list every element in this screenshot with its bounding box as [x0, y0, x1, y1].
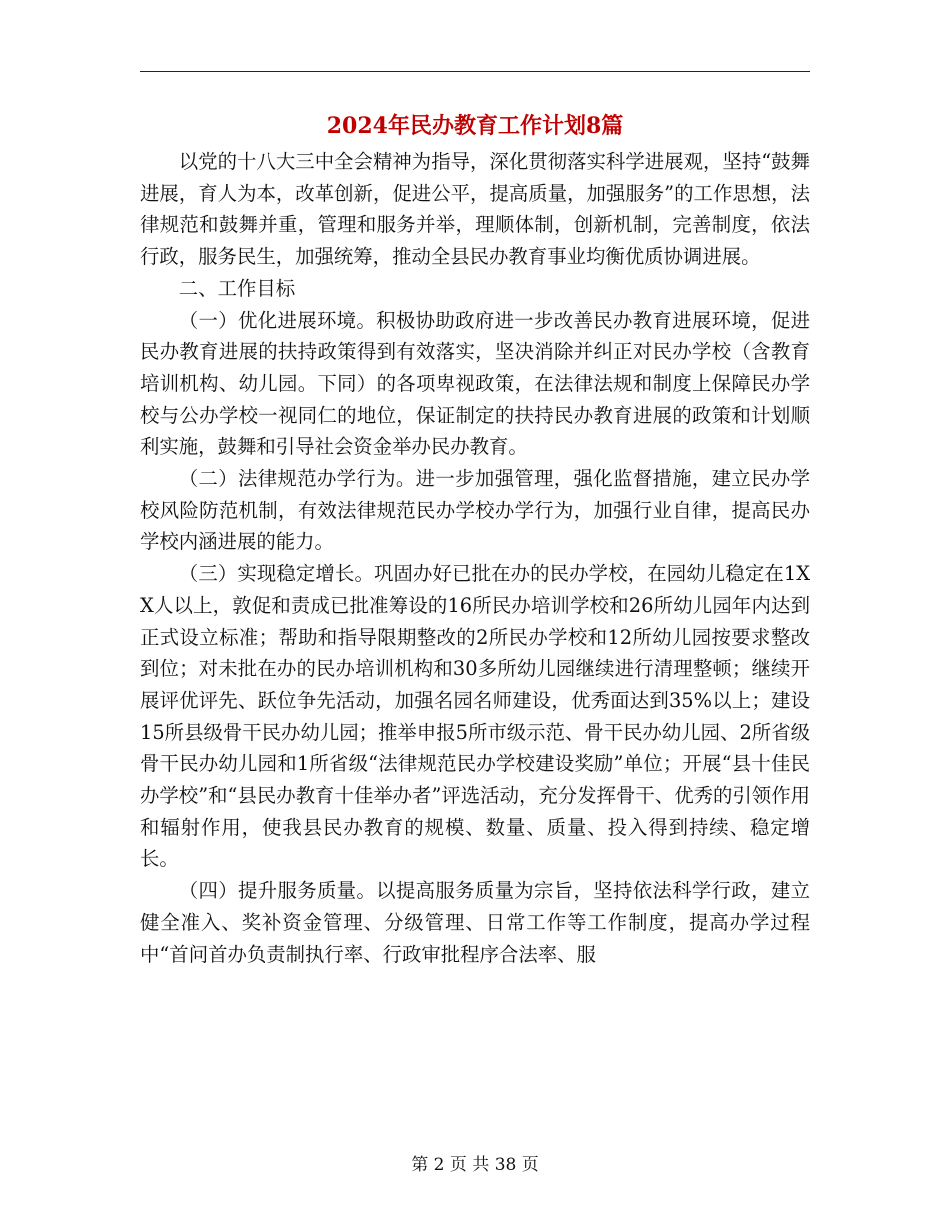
paragraph: （二）法律规范办学行为。进一步加强管理，强化监督措施，建立民办学校风险防范机制，有效法律规范民办学校办学行为，加强行业自律，提高民办学校内涵进展的能力。 [140, 467, 810, 554]
document-title: 2024年民办教育工作计划8篇 [326, 113, 624, 139]
section-heading: 二、工作目标 [178, 276, 296, 300]
paragraph: （三）实现稳定增长。巩固办好已批在办的民办学校，在园幼儿稳定在1XX人以上，敦促和责成已批准筹设的16所民办培训学校和26所幼儿园年内达到正式设立标准；帮助和指导限期整改的2所民办学校和12所幼儿园按要求整改到位；对未批在办的民办培训机构和30多所幼儿园继续进行清理整顿；继续开展评优评先、跃位争先活动，加强名园名师建设，优秀面达到35%以上；建设15所县级骨干民办幼儿园；推举申报5所市级示范、骨干民办幼儿园、2所省级骨干民办幼儿园和1所省级“法律规范民办学校建设奖励”单位；开展“县十佳民办学校”和“县民办教育十佳举办者”评选活动，充分发挥骨干、优秀的引领作用和辐射作用，使我县民办教育的规模、数量、质量、投入得到持续、稳定增长。 [140, 562, 810, 871]
paragraph: （一）优化进展环境。积极协助政府进一步改善民办教育进展环境，促进民办教育进展的扶持政策得到有效落实，坚决消除并纠正对民办学校（含教育培训机构、幼儿园。下同）的各项卑视政策，在法律法规和制度上保障民办学校与公办学校一视同仁的地位，保证制定的扶持民办教育进展的政策和计划顺利实施，鼓舞和引导社会资金举办民办教育。 [140, 308, 810, 459]
paragraph: 以党的十八大三中全会精神为指导，深化贯彻落实科学进展观，坚持“鼓舞进展，育人为本，改革创新，促进公平，提高质量，加强服务”的工作思想，法律规范和鼓舞并重，管理和服务并举，理顺体制，创新机制，完善制度，依法行政，服务民生，加强统筹，推动全县民办教育事业均衡优质协调进展。 [140, 150, 810, 269]
header-rule [140, 71, 810, 72]
document-body [140, 146, 810, 970]
paragraph: （四）提升服务质量。以提高服务质量为宗旨，坚持依法科学行政，建立健全准入、奖补资金管理、分级管理、日常工作等工作制度，提高办学过程中“首问首办负责制执行率、行政审批程序合法率、服 [140, 879, 810, 966]
page-footer: 第 2 页 共 38 页 [411, 1155, 539, 1175]
